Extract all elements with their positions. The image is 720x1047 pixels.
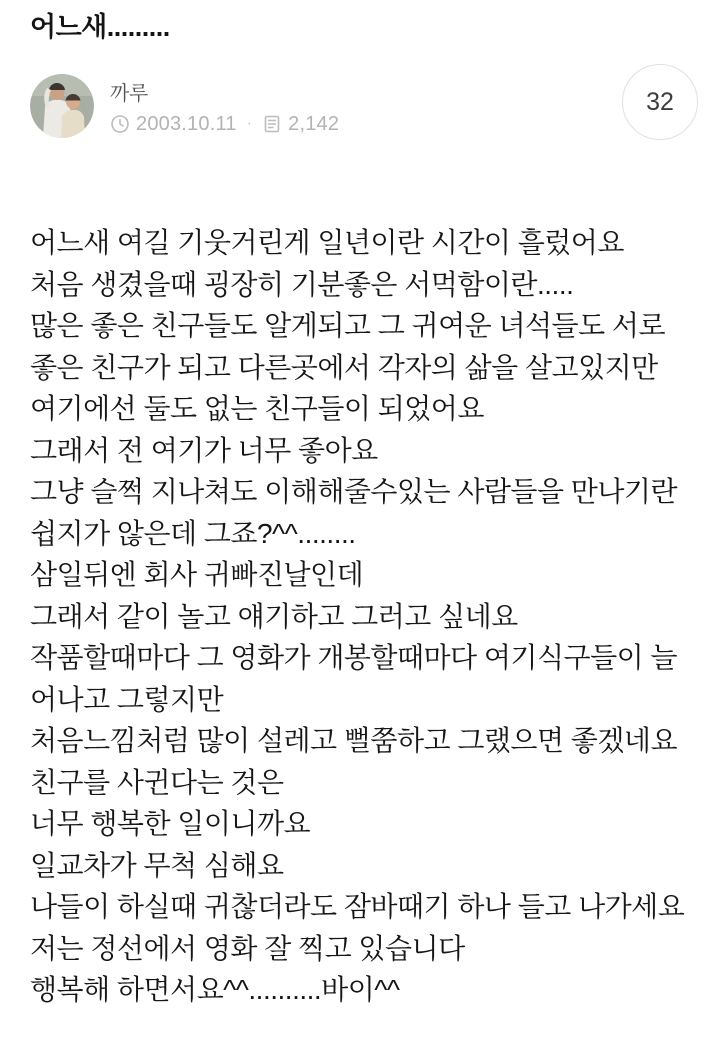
body-line: 그래서 같이 놀고 얘기하고 그러고 싶네요 bbox=[30, 600, 518, 632]
body-line: 너무 행복한 일이니까요 bbox=[30, 808, 311, 839]
author-avatar[interactable] bbox=[30, 74, 94, 138]
body-line: 일교차가 무척 심해요 bbox=[30, 849, 284, 881]
body-line: 그래서 전 여기가 너무 좋아요 bbox=[30, 434, 378, 466]
body-line: 처음 생겼을때 굉장히 기분좋은 서먹함이란..... bbox=[30, 268, 574, 300]
post-title: 어느새......... bbox=[30, 12, 170, 42]
body-line: 많은 좋은 친구들도 알게되고 그 귀여운 녀석들도 서로 좋은 친구가 되고 다른곳에서 각자의 삶을 살고있지만 여기에선 둘도 없는 친구들이 되었어요 bbox=[30, 310, 666, 424]
post-header bbox=[30, 68, 690, 144]
body-line: 저는 정선에서 영화 잘 찍고 있습니다 bbox=[30, 932, 465, 964]
body-line: 행복해 하면서요^^..........바이^^ bbox=[30, 974, 400, 1005]
post-date: 2003.10.11 bbox=[136, 112, 237, 135]
post-meta bbox=[110, 113, 339, 136]
body-line: 삼일뒤엔 회사 귀빠진날인데 bbox=[30, 559, 364, 590]
post-body bbox=[30, 222, 690, 1011]
body-line: 그냥 슬쩍 지나쳐도 이해해줄수있는 사람들을 만나기란 쉽지가 않은데 그죠?^^........ bbox=[30, 476, 678, 549]
comment-count-badge[interactable] bbox=[622, 64, 698, 140]
body-line: 처음느낌처럼 많이 설레고 뻘쭘하고 그랬으면 좋겠네요 bbox=[30, 725, 678, 756]
meta-separator: · bbox=[246, 115, 253, 132]
avatar-photo bbox=[30, 74, 94, 138]
clock-icon bbox=[110, 114, 130, 134]
body-line: 작품할때마다 그 영화가 개봉할때마다 여기식구들이 늘어나고 그렇지만 bbox=[30, 642, 678, 715]
body-line: 친구를 사귄다는 것은 bbox=[30, 766, 284, 798]
body-line: 나들이 하실때 귀찮더라도 잠바때기 하나 들고 나가세요 bbox=[30, 891, 685, 922]
body-line: 어느새 여길 기웃거린게 일년이란 시간이 흘렀어요 bbox=[30, 227, 624, 258]
view-count: 2,142 bbox=[288, 112, 340, 135]
document-icon bbox=[262, 114, 282, 134]
author-info bbox=[110, 77, 339, 136]
author-name[interactable]: 까루 bbox=[110, 82, 149, 105]
comment-count: 32 bbox=[646, 87, 674, 116]
